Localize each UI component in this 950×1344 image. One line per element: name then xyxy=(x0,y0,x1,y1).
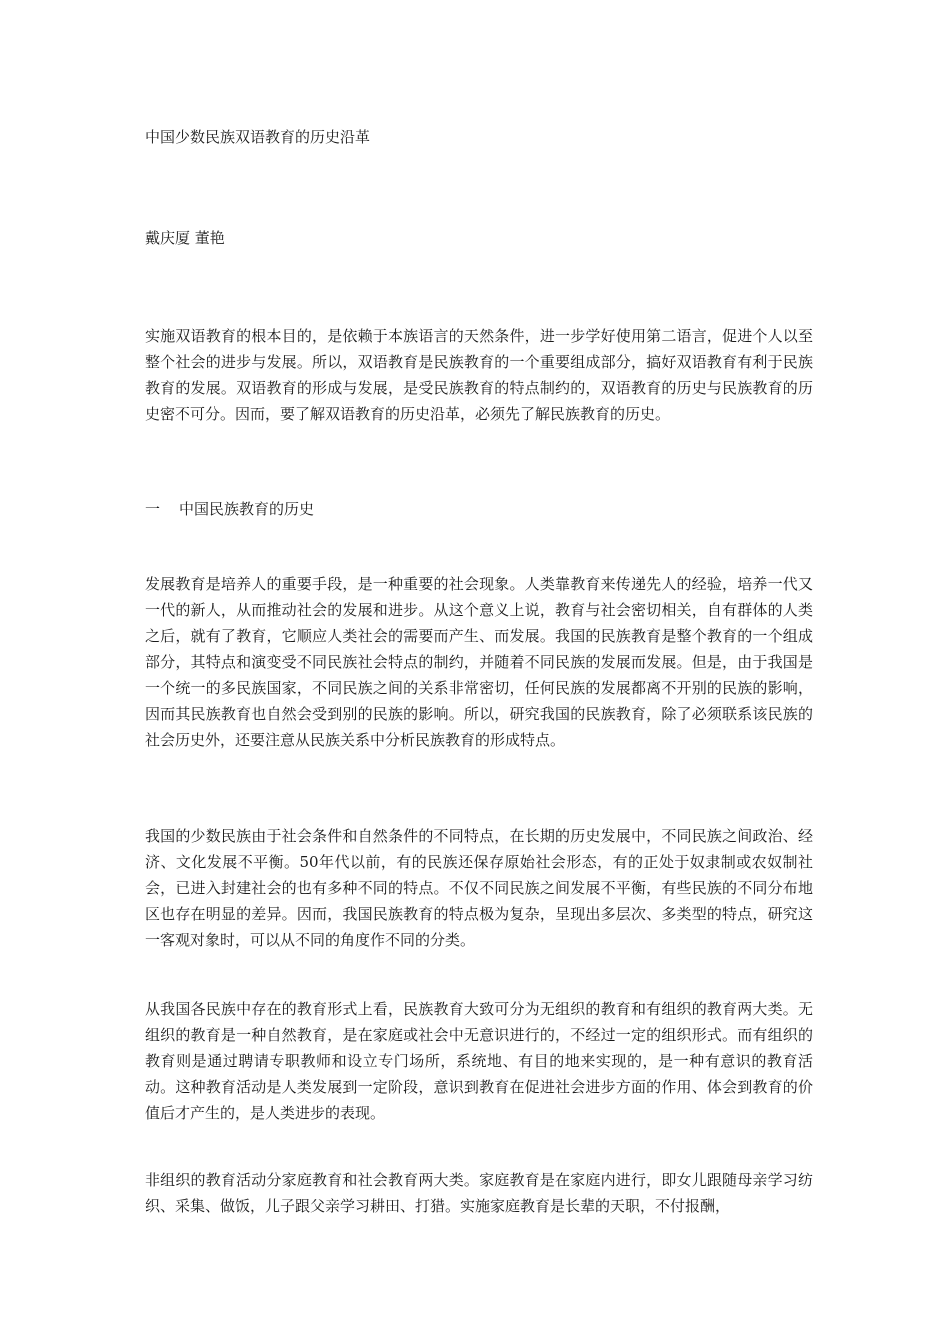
paragraph-unbalanced-development: 我国的少数民族由于社会条件和自然条件的不同特点，在长期的历史发展中，不同民族之间政治、经济、文化发展不平衡。50年代以前，有的民族还保存原始社会形态，有的正处于奴隶制或农奴制社会，已进入封建社会的也有多种不同的特点。不仅不同民族之间发展不平衡，有些民族的不同分布地区也存在明显的差异。因而，我国民族教育的特点极为复杂，呈现出多层次、多类型的特点，研究这一客观对象时，可以从不同的角度作不同的分类。 xyxy=(145,827,813,949)
section-heading xyxy=(145,499,314,519)
paragraph-education-forms: 从我国各民族中存在的教育形式上看，民族教育大致可分为无组织的教育和有组织的教育两大类。无组织的教育是一种自然教育，是在家庭或社会中无意识进行的，不经过一定的组织形式。而有组织的教育则是通过聘请专职教师和设立专门场所，系统地、有目的地来实现的，是一种有意识的教育活动。这种教育活动是人类发展到一定阶段，意识到教育在促进社会进步方面的作用、体会到教育的价值后才产生的，是人类进步的表现。 xyxy=(145,1000,813,1122)
paragraph-non-organized-education: 非组织的教育活动分家庭教育和社会教育两大类。家庭教育是在家庭内进行，即女儿跟随母亲学习纺织、采集、做饭，儿子跟父亲学习耕田、打猎。实施家庭教育是长辈的天职，不付报酬， xyxy=(145,1171,813,1215)
section-heading-text: 中国民族教育的历史 xyxy=(179,500,315,518)
document-title: 中国少数民族双语教育的历史沿革 xyxy=(145,128,371,146)
paragraph-intro: 实施双语教育的根本目的，是依赖于本族语言的天然条件，进一步学好使用第二语言，促进个人以至整个社会的进步与发展。所以，双语教育是民族教育的一个重要组成部分，搞好双语教育有利于民族教育的发展。双语教育的形成与发展，是受民族教育的特点制约的，双语教育的历史与民族教育的历史密不可分。因而，要了解双语教育的历史沿革，必须先了解民族教育的历史。 xyxy=(145,327,813,423)
section-number: 一 xyxy=(145,500,161,518)
paragraph-education-development: 发展教育是培养人的重要手段，是一种重要的社会现象。人类靠教育来传递先人的经验，培养一代又一代的新人，从而推动社会的发展和进步。从这个意义上说，教育与社会密切相关，自有群体的人类之后，就有了教育，它顺应人类社会的需要而产生、而发展。我国的民族教育是整个教育的一个组成部分，其特点和演变受不同民族社会特点的制约，并随着不同民族的发展而发展。但是，由于我国是一个统一的多民族国家，不同民族之间的关系非常密切，任何民族的发展都离不开别的民族的影响，因而其民族教育也自然会受到别的民族的影响。所以，研究我国的民族教育，除了必须联系该民族的社会历史外，还要注意从民族关系中分析民族教育的形成特点。 xyxy=(145,575,813,749)
document-authors: 戴庆厦 董艳 xyxy=(145,229,225,247)
